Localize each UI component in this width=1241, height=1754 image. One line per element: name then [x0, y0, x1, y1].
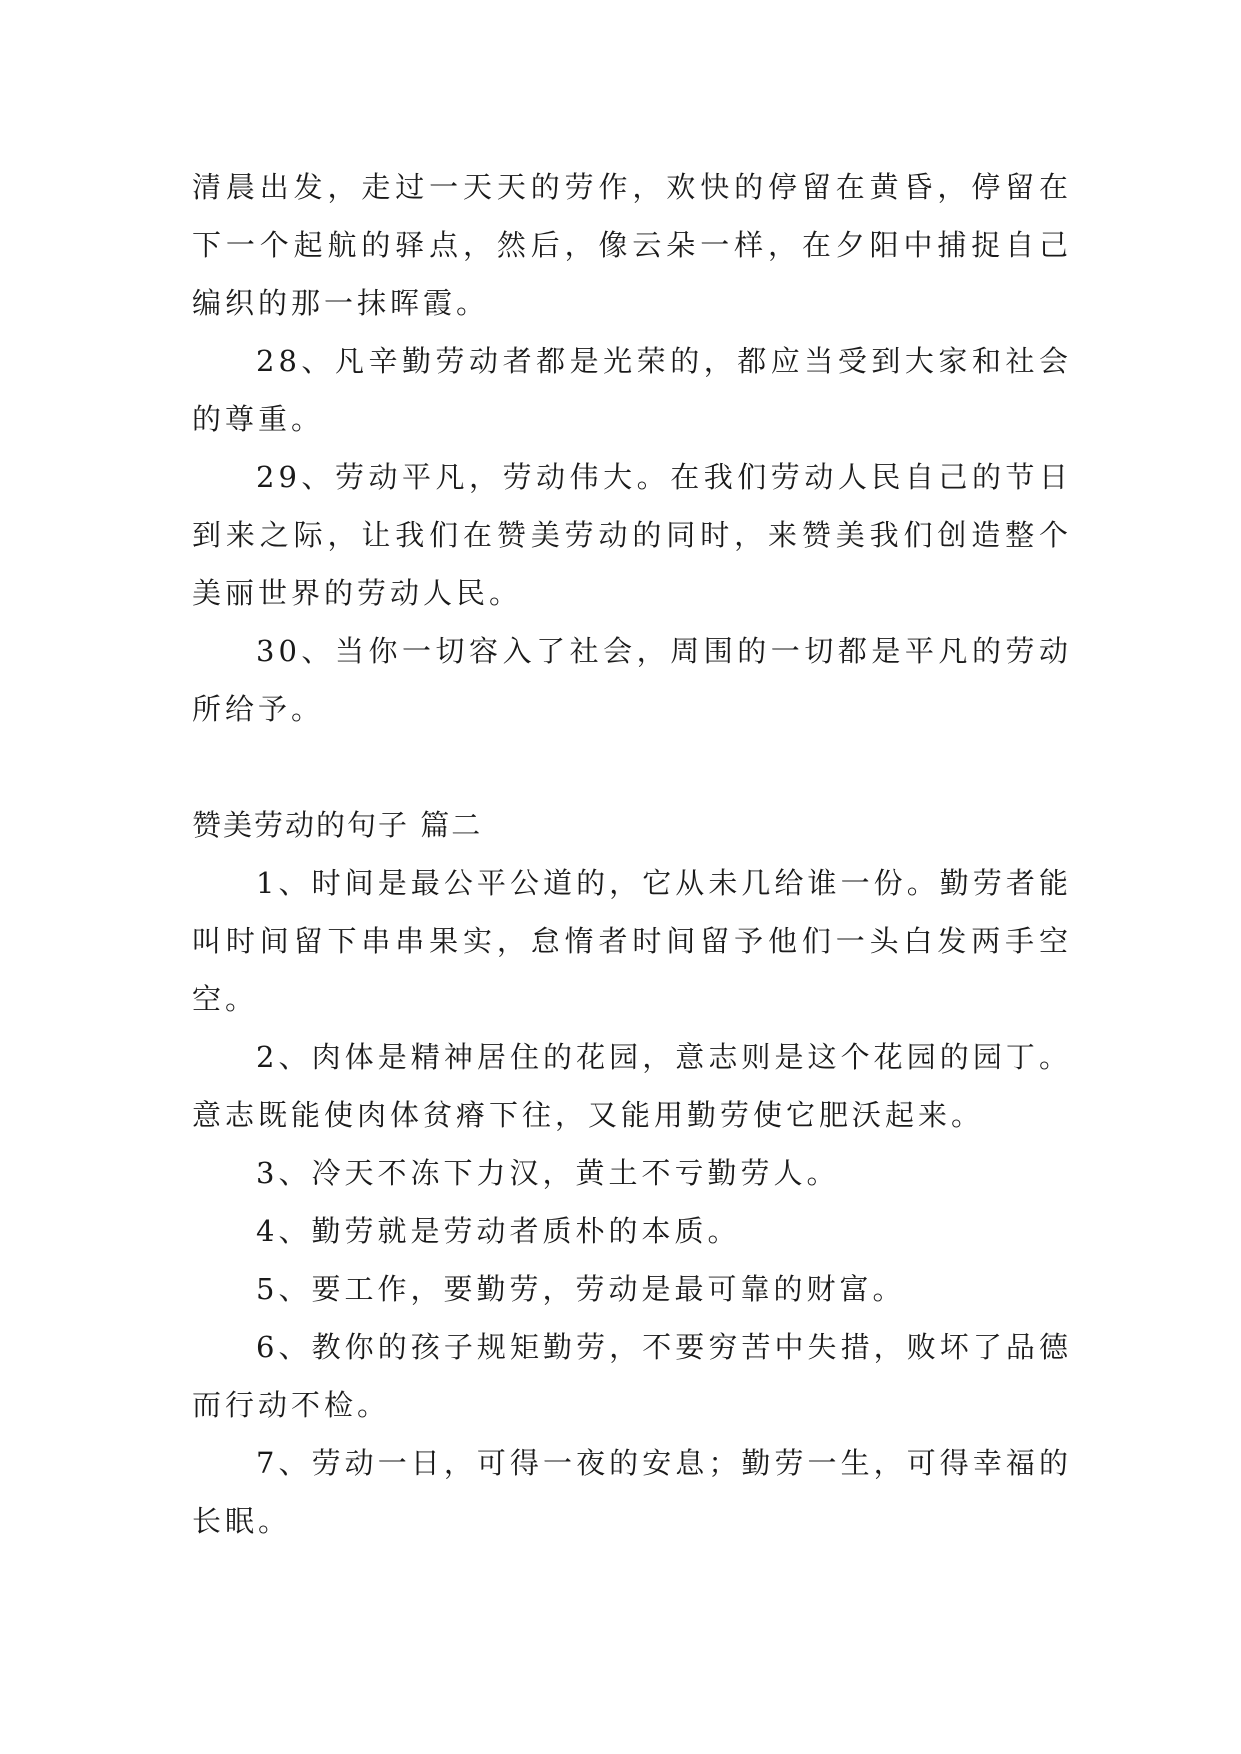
- section-heading: 赞美劳动的句子 篇二: [192, 808, 483, 842]
- paragraph-item-1: 1、时间是最公平公道的，它从未几给谁一份。勤劳者能叫时间留下串串果实，怠惰者时间留予他们一头白发两手空空。: [192, 866, 1072, 1016]
- paragraph-item-28: 28、凡辛勤劳动者都是光荣的，都应当受到大家和社会的尊重。: [192, 344, 1072, 436]
- paragraph-item-30: 30、当你一切容入了社会，周围的一切都是平凡的劳动所给予。: [192, 634, 1072, 726]
- paragraph-continuation: 清晨出发，走过一天天的劳作，欢快的停留在黄昏，停留在下一个起航的驿点，然后，像云朵一样，在夕阳中捕捉自己编织的那一抹晖霞。: [192, 170, 1072, 320]
- paragraph-item-6: 6、教你的孩子规矩勤劳，不要穷苦中失措，败坏了品德而行动不检。: [192, 1330, 1072, 1422]
- paragraph-item-29: 29、劳动平凡，劳动伟大。在我们劳动人民自己的节日到来之际，让我们在赞美劳动的同时，来赞美我们创造整个美丽世界的劳动人民。: [192, 460, 1072, 610]
- document-page: [192, 158, 1072, 1550]
- paragraph-item-2: 2、肉体是精神居住的花园，意志则是这个花园的园丁。意志既能使肉体贫瘠下往，又能用勤劳使它肥沃起来。: [192, 1040, 1072, 1132]
- paragraph-item-4: 4、勤劳就是劳动者质朴的本质。: [256, 1214, 741, 1248]
- paragraph-item-7: 7、劳动一日，可得一夜的安息；勤劳一生，可得幸福的长眠。: [192, 1446, 1072, 1538]
- paragraph-item-3: 3、冷天不冻下力汉，黄土不亏勤劳人。: [256, 1156, 840, 1190]
- paragraph-item-5: 5、要工作，要勤劳，劳动是最可靠的财富。: [256, 1272, 906, 1306]
